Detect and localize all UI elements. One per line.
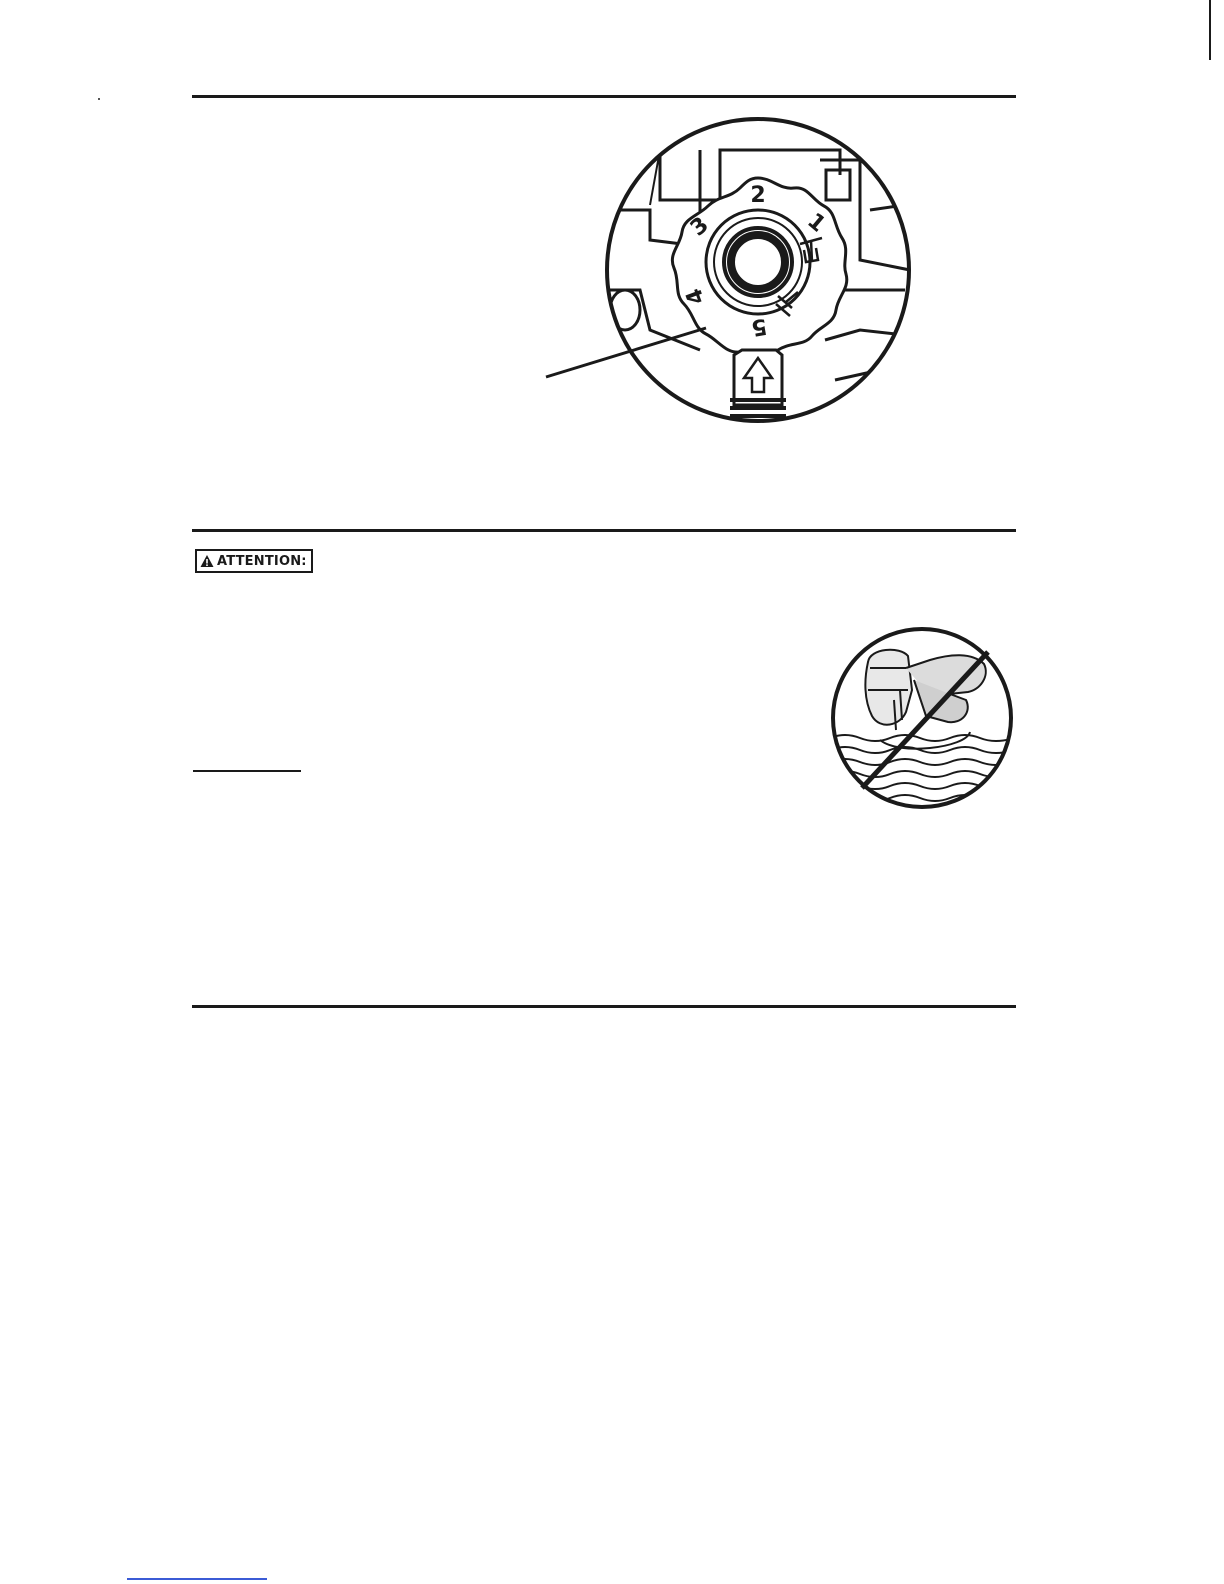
dial-number-2: 2 [750,183,766,208]
top-divider [192,95,1016,98]
depth-dial-illustration [540,112,920,427]
bottom-divider [192,1005,1016,1008]
section-divider [192,529,1016,532]
dial-number-5: 5 [749,312,769,341]
dial-number-3: 3 [685,212,714,242]
underlined-blank [193,770,301,772]
scan-mark [98,98,100,100]
warning-triangle-icon [200,554,214,568]
page-edge-line [1209,0,1211,60]
no-water-prohibition-illustration [828,626,1016,812]
attention-label: ATTENTION: [217,553,307,569]
dial-number-4: 4 [681,284,711,308]
dial-number-1: 1 [802,208,831,238]
attention-label-box [195,549,313,573]
callout-leader-line [546,328,706,377]
footer-link-underline[interactable] [127,1578,267,1580]
